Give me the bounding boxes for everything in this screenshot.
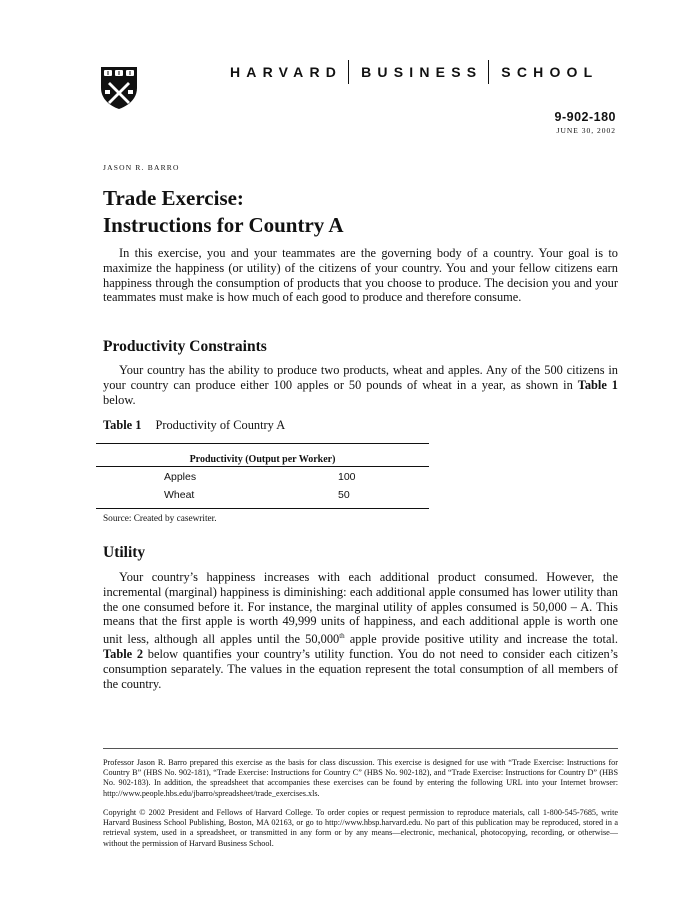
table-bottom-rule (96, 508, 429, 509)
table-1-title: Productivity of Country A (155, 418, 286, 432)
footnote-copyright: Copyright © 2002 President and Fellows of Harvard College. To order copies or request permission to reproduce materials, call 1-800-545-7685, write Harvard Business School Publishing, Boston, MA 02163, or go to http://www.hbsp.harvard.edu. No part of this publication may be reproduced, stored in a retrieval system, used in a spreadsheet, or transmitted in any form or by any means—electronic, mechanical, photocopying, recording, or otherwise—without the permission of Harvard Business School. (103, 808, 618, 848)
table-row (96, 485, 429, 503)
productivity-text-1: Your country has the ability to produce two products, wheat and apples. Any of the 500 citizens in your country can produce either 100 apples or 50 pounds of wheat in a year, as shown in (103, 363, 618, 392)
footnote-rule (103, 748, 618, 749)
table-row-label: Wheat (164, 489, 195, 501)
masthead-divider (488, 60, 489, 84)
title-line-1: Trade Exercise: (103, 186, 244, 210)
utility-text-2: apple provide positive utility and increase the total. (344, 632, 618, 647)
table-row-label: Apples (164, 471, 197, 483)
table-1-label: Table 1 (103, 418, 142, 432)
intro-text: In this exercise, you and your teammates are the governing body of a country. Your goal is to maximize the happiness (or utility) of the citizens of your country. You and your fellow citizens earn happiness through the consumption of products that you choose to produce. The decision you and your teammates must make is how much of each good to produce and therefore consume. (103, 246, 618, 305)
school-masthead (230, 60, 598, 84)
table-1-caption (103, 418, 285, 433)
ordinal-suffix: th (339, 632, 345, 641)
productivity-paragraph (103, 363, 618, 407)
masthead-word-business: BUSINESS (361, 64, 483, 80)
utility-text-3: below quantifies your country’s utility function. You do not need to consider each citizen’s consumption separately. The values in the equation represent the total consumption of all members of the country. (103, 647, 618, 691)
masthead-word-harvard: HARVARD (230, 64, 343, 80)
table-row-value: 100 (338, 471, 356, 483)
title-line-2: Instructions for Country A (103, 213, 344, 237)
utility-heading: Utility (103, 544, 146, 561)
table-2-reference: Table 2 (103, 647, 144, 662)
author-name: JASON R. BARRO (103, 163, 180, 172)
utility-paragraph (103, 570, 618, 692)
productivity-table (96, 443, 429, 509)
table-row-value: 50 (338, 489, 350, 501)
productivity-text-2: below. (103, 392, 136, 407)
page-title (103, 185, 623, 239)
table-source: Source: Created by casewriter. (103, 514, 217, 524)
intro-paragraph (103, 246, 618, 305)
utility-text-1: Your country’s happiness increases with each additional product consumed. However, the incremental (marginal) happiness is diminishing: each additional apple consumed has lower utility than the one consumed before it. For instance, the marginal utility of apples consumed is 50,000 – A. This means that the first apple is worth 49,999 units of happiness, and each additional apple is worth one unit less, although all apples until the 50,000 (103, 570, 618, 647)
footnote-preparer: Professor Jason R. Barro prepared this exercise as the basis for class discussion. This exercise is designed for use with “Trade Exercise: Instructions for Country B” (HBS No. 902-181), “Trade Exercise: Instructions for Country C” (HBS No. 902-182), and “Trade Exercise: Instructions for Country D” (HBS No. 902-183). In addition, the spreadsheet that accompanies these exercises can be found by entering the following URL into your Internet browser: http://www.people.hbs.edu/jbarro/spreadsheet/trade_exercises.xls. (103, 758, 618, 798)
masthead-word-school: SCHOOL (501, 64, 599, 80)
document-date: JUNE 30, 2002 (556, 126, 616, 135)
harvard-shield-logo (100, 66, 138, 110)
table-1-reference: Table 1 (577, 377, 618, 392)
table-row (96, 467, 429, 485)
table-header: Productivity (Output per Worker) (189, 454, 336, 465)
masthead-divider (348, 60, 349, 84)
document-number: 9-902-180 (554, 110, 616, 124)
productivity-heading: Productivity Constraints (103, 338, 267, 355)
